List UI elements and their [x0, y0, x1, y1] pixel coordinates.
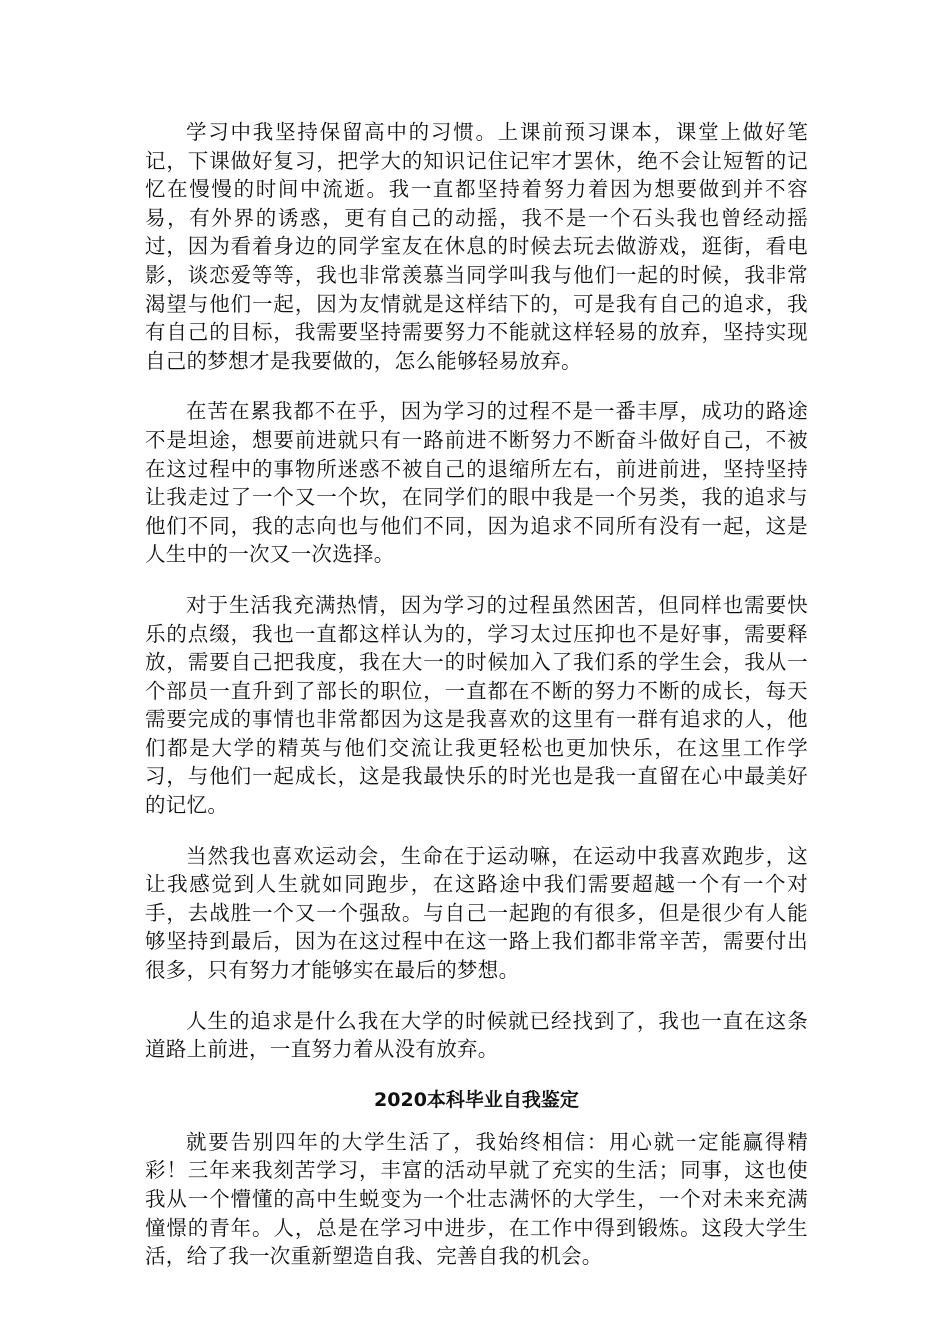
- paragraph-sports: 当然我也喜欢运动会，生命在于运动嘛，在运动中我喜欢跑步，这让我感觉到人生就如同跑步，在这路途中我们需要超越一个有一个对手，去战胜一个又一个强敌。与自己一起跑的有很多，但是很少有人能够坚持到最后，因为在这过程中在这一路上我们都非常辛苦，需要付出很多，只有努力才能够实在最后的梦想。: [145, 843, 808, 983]
- section-heading: 2020本科毕业自我鉴定: [374, 1088, 579, 1111]
- paragraph-gap: [145, 985, 808, 1007]
- heading-gap: [145, 1114, 808, 1128]
- paragraph-gap: [145, 1064, 808, 1086]
- paragraph-farewell: 就要告别四年的大学生活了，我始终相信：用心就一定能赢得精彩！三年来我刻苦学习，丰富的活动早就了充实的生活；同事，这也使我从一个懵懂的高中生蜕变为一个壮志满怀的大学生，一个对未来充满憧憬的青年。人，总是在学习中进步，在工作中得到锻炼。这段大学生活，给了我一次重新塑造自我、完善自我的机会。: [145, 1129, 808, 1269]
- paragraph-gap: [145, 375, 808, 397]
- paragraph-study-habits: 学习中我坚持保留高中的习惯。上课前预习课本，课堂上做好笔记，下课做好复习，把学大的知识记住记牢才罢休，绝不会让短暂的记忆在慢慢的时间中流逝。我一直都坚持着努力着因为想要做到并不容易，有外界的诱惑，更有自己的动摇，我不是一个石头我也曾经动摇过，因为看着身边的同学室友在休息的时候去玩去做游戏，逛街，看电影，谈恋爱等等，我也非常羡慕当同学叫我与他们一起的时候，我非常渴望与他们一起，因为友情就是这样结下的，可是我有自己的追求，我有自己的目标，我需要坚持需要努力不能就这样轻易的放弃，坚持实现自己的梦想才是我要做的，怎么能够轻易放弃。: [145, 120, 808, 373]
- paragraph-life-pursuit: 人生的追求是什么我在大学的时候就已经找到了，我也一直在这条道路上前进，一直努力着从没有放弃。: [145, 1008, 808, 1062]
- paragraph-perseverance: 在苦在累我都不在乎，因为学习的过程不是一番丰厚，成功的路途不是坦途，想要前进就只有一路前进不断努力不断奋斗做好自己，不被在这过程中的事物所迷惑不被自己的退缩所左右，前进前进，坚持坚持让我走过了一个又一个坎，在同学们的眼中我是一个另类，我的追求与他们不同，我的志向也与他们不同，因为追求不同所有没有一起，这是人生中的一次又一次选择。: [145, 399, 808, 567]
- document-page: [145, 118, 808, 1271]
- paragraph-student-union: 对于生活我充满热情，因为学习的过程虽然困苦，但同样也需要快乐的点缀，我也一直都这样认为的，学习太过压抑也不是好事，需要释放，需要自己把我度，我在大一的时候加入了我们系的学生会，我从一个部员一直升到了部长的职位，一直都在不断的努力不断的成长，每天需要完成的事情也非常都因为这是我喜欢的这里有一群有追求的人，他们都是大学的精英与他们交流让我更轻松也更加快乐，在这里工作学习，与他们一起成长，这是我最快乐的时光也是我一直留在心中最美好的记忆。: [145, 592, 808, 818]
- paragraph-gap: [145, 820, 808, 842]
- paragraph-gap: [145, 569, 808, 591]
